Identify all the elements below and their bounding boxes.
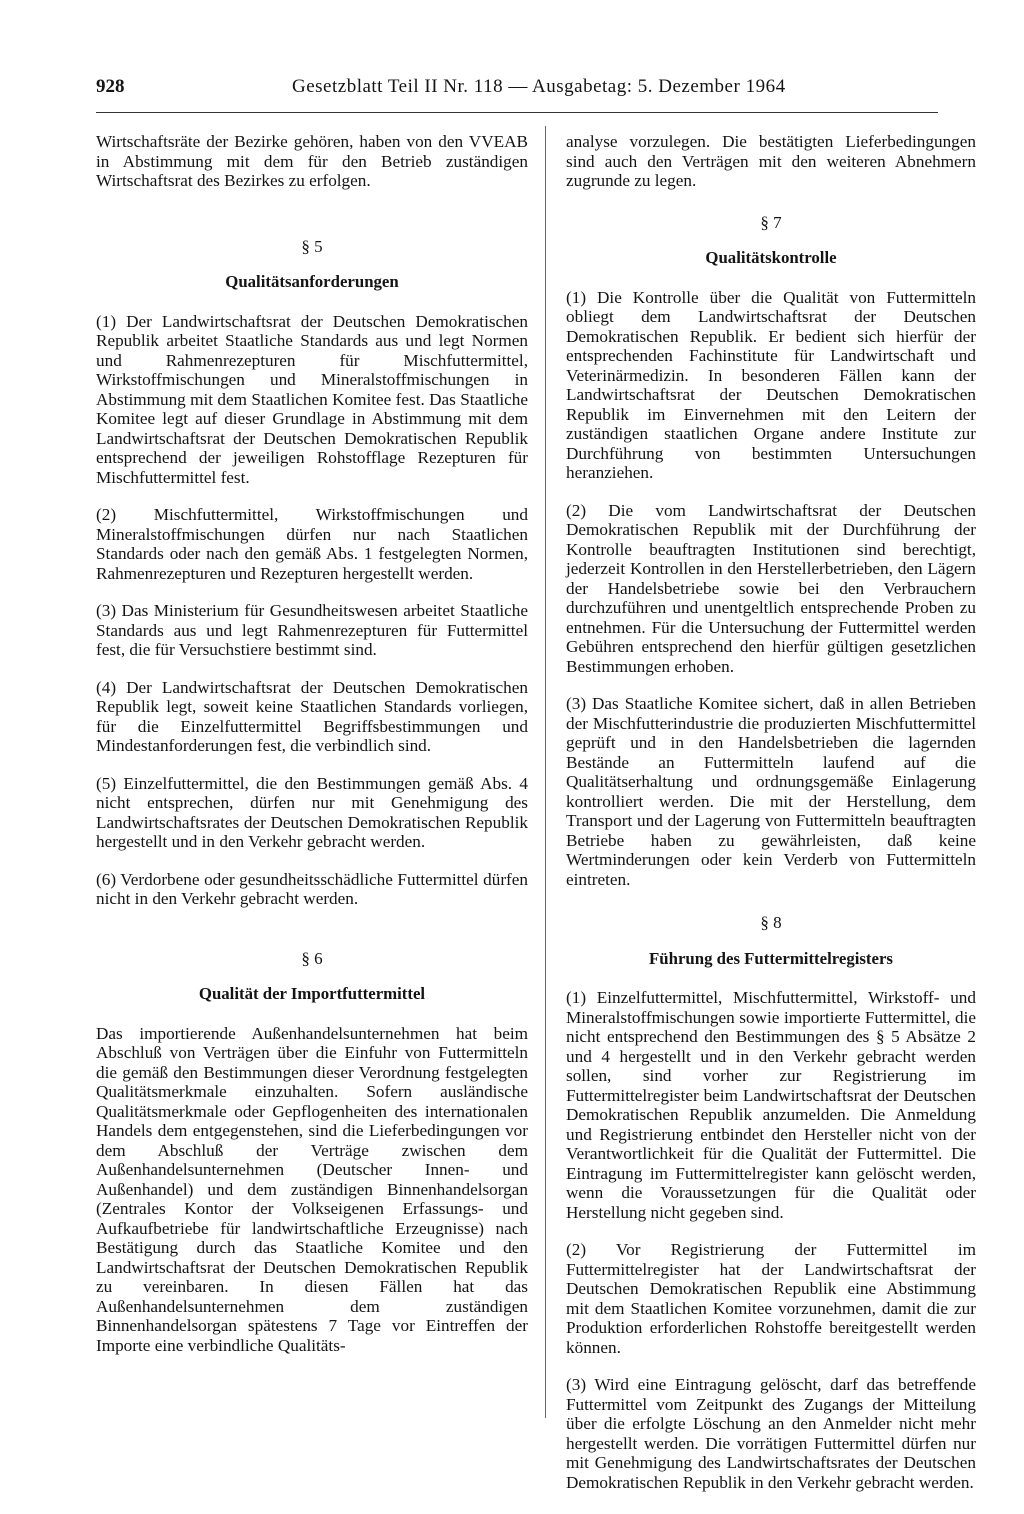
paragraph: (1) Der Landwirtschaftsrat der Deutschen Demokratischen Republik arbeitet Staatliche Standards aus und legt Normen und Rahmenrezepturen für Mischfuttermittel, Wirkstoffmischungen und Mineralstoffmischungen in Abstimmung mit dem Staatlichen Komitee fest. Das Staatliche Komitee legt auf dieser Grundlage in Abstimmung mit dem Landwirtschaftsrat der Deutschen Demokratischen Republik entsprechend der jeweiligen Rohstofflage Rezepturen für Mischfuttermittel fest. [96, 311, 528, 487]
paragraph: (1) Die Kontrolle über die Qualität von Futtermitteln obliegt dem Landwirtschaftsrat der Deutschen Demokratischen Republik. Er bedient sich hierfür der entsprechenden Fachinstitute für Landwirtschaft und Veterinärmedizin. In besonderen Fällen kann der Landwirtschaftsrat der Deutschen Demokratischen Republik im Einvernehmen mit den Leitern der zuständigen staatlichen Organe andere Institute zur Durchführung von bestimmten Untersuchungen heranziehen. [566, 287, 976, 482]
section-title: Qualität der Importfuttermittel [198, 984, 426, 1003]
section-title: Führung des Futtermittelregisters [649, 948, 893, 968]
paragraph: (3) Wird eine Eintragung gelöscht, darf das betreffende Futtermittel vom Zeitpunkt des Zugangs der Mitteilung über die erfolgte Löschung an den Anmelder nicht mehr hergestellt werden. Die vorrätigen Futtermittel dürfen nur mit Genehmigung des Landwirtschaftsrates der Deutschen Demokratischen Republik in den Verkehr gebracht werden. [566, 1375, 976, 1492]
page-number: 928 [96, 76, 125, 97]
section-number: § 8 [760, 913, 782, 932]
section-number: § 6 [301, 948, 323, 968]
column-divider [545, 126, 546, 1418]
paragraph: (5) Einzelfuttermittel, die den Bestimmungen gemäß Abs. 4 nicht entsprechen, dürfen nur mit Genehmigung des Landwirtschaftsrates der Deutschen Demokratischen Republik hergestellt und in den Verkehr gebracht werden. [96, 773, 528, 851]
section-number: § 5 [301, 236, 323, 256]
continued-paragraph: Wirtschaftsräte der Bezirke gehören, haben von den VVEAB in Abstimmung mit dem für den Betrieb zuständigen Wirtschaftsrat des Bezirkes zu erfolgen. [96, 132, 528, 190]
paragraph: (2) Mischfuttermittel, Wirkstoffmischungen und Mineralstoffmischungen dürfen nur nach Staatlichen Standards oder nach den gemäß Abs. 1 festgelegten Normen, Rahmenrezepturen und Rezepturen hergestellt werden. [96, 505, 528, 583]
header-rule [96, 112, 938, 113]
paragraph: (3) Das Staatliche Komitee sichert, daß in allen Betrieben der Mischfutterindustrie die produzierten Mischfuttermittel geprüft und in den Handelsbetrieben die lagernden Bestände an Futtermitteln laufend auf die Qualitätserhaltung und ordnungsgemäße Einlagerung kontrolliert werden. Die mit der Herstellung, dem Transport und der Lagerung von Futtermitteln beauftragten Betriebe haben zu gewährleisten, daß keine Wertminderungen oder kein Verderb von Futtermitteln eintreten. [566, 694, 976, 889]
paragraph: (2) Vor Registrierung der Futtermittel im Futtermittelregister hat der Landwirtschaftsrat der Deutschen Demokratischen Republik eine Abstimmung mit dem Staatlichen Komitee vorzunehmen, damit die zur Produktion erforderlichen Rohstoffe bereitgestellt werden können. [566, 1240, 976, 1357]
left-column [96, 132, 528, 1373]
paragraph: Das importierende Außenhandelsunternehmen hat beim Abschluß von Verträgen über die Einfuhr von Futtermitteln die gemäß den Bestimmungen dieser Verordnung festgelegten Qualitätsmerkmale einzuhalten. Sofern ausländische Qualitätsmerkmale oder Gepflogenheiten des internationalen Handels dem entgegenstehen, sind die Lieferbedingungen vor dem Abschluß der Verträge zwischen dem Außenhandelsunternehmen (Deutscher Innen- und Außenhandel) und dem zuständigen Binnenhandelsorgan (Zentrales Kontor der Volkseigenen Erfassungs- und Aufkaufbetriebe für landwirtschaftliche Erzeugnisse) nach Bestätigung durch das Staatliche Komitee und den Landwirtschaftsrat der Deutschen Demokratischen Republik zu vereinbaren. In diesen Fällen hat das Außenhandelsunternehmen dem zuständigen Binnenhandelsorgan spätestens 7 Tage vor Eintreffen der Importe eine verbindliche Qualitäts- [96, 1023, 528, 1355]
right-column [566, 132, 976, 1510]
section-number: § 7 [760, 212, 782, 232]
page-header [96, 76, 938, 106]
section-title: Qualitätskontrolle [705, 248, 837, 267]
running-title: Gesetzblatt Teil II Nr. 118 — Ausgabetag: 5. Dezember 1964 [292, 76, 786, 97]
section-title: Qualitätsanforderungen [225, 272, 399, 291]
continued-paragraph: analyse vorzulegen. Die bestätigten Lieferbedingungen sind auch den Verträgen mit den weiteren Abnehmern zugrunde zu legen. [566, 132, 976, 190]
paragraph: (1) Einzelfuttermittel, Mischfuttermittel, Wirkstoff- und Mineralstoffmischungen sowie importierte Futtermittel, die nicht entsprechend den Bestimmungen des § 5 Absätze 2 und 4 hergestellt und in den Verkehr gebracht werden sollen, sind vorher zur Registrierung im Futtermittelregister beim Landwirtschaftsrat der Deutschen Demokratischen Republik anzumelden. Die Anmeldung und Registrierung entbindet den Hersteller nicht von der Verantwortlichkeit für die Qualität der Futtermittel. Die Eintragung im Futtermittelregister kann gelöscht werden, wenn die Voraussetzungen für die Qualität oder Herstellung nicht gegeben sind. [566, 988, 976, 1222]
paragraph: (4) Der Landwirtschaftsrat der Deutschen Demokratischen Republik legt, soweit keine Staatlichen Standards vorliegen, für die Einzelfuttermittel Begriffsbestimmungen und Mindestanforderungen fest, die verbindlich sind. [96, 677, 528, 755]
paragraph: (6) Verdorbene oder gesundheitsschädliche Futtermittel dürfen nicht in den Verkehr gebracht werden. [96, 869, 528, 908]
paragraph: (2) Die vom Landwirtschaftsrat der Deutschen Demokratischen Republik mit der Durchführung der Kontrolle beauftragten Institutionen sind berechtigt, jederzeit Kontrollen in den Herstellerbetrieben, den Lägern der Handelsbetriebe sowie bei den Verbrauchern durchzuführen und unentgeltlich entsprechende Proben zu entnehmen. Für die Untersuchung der Futtermittel werden Gebühren entsprechend den hierfür gültigen gesetzlichen Bestimmungen erhoben. [566, 500, 976, 676]
paragraph: (3) Das Ministerium für Gesundheitswesen arbeitet Staatliche Standards aus und legt Rahmenrezepturen für Futtermittel fest, die für Versuchstiere bestimmt sind. [96, 601, 528, 659]
